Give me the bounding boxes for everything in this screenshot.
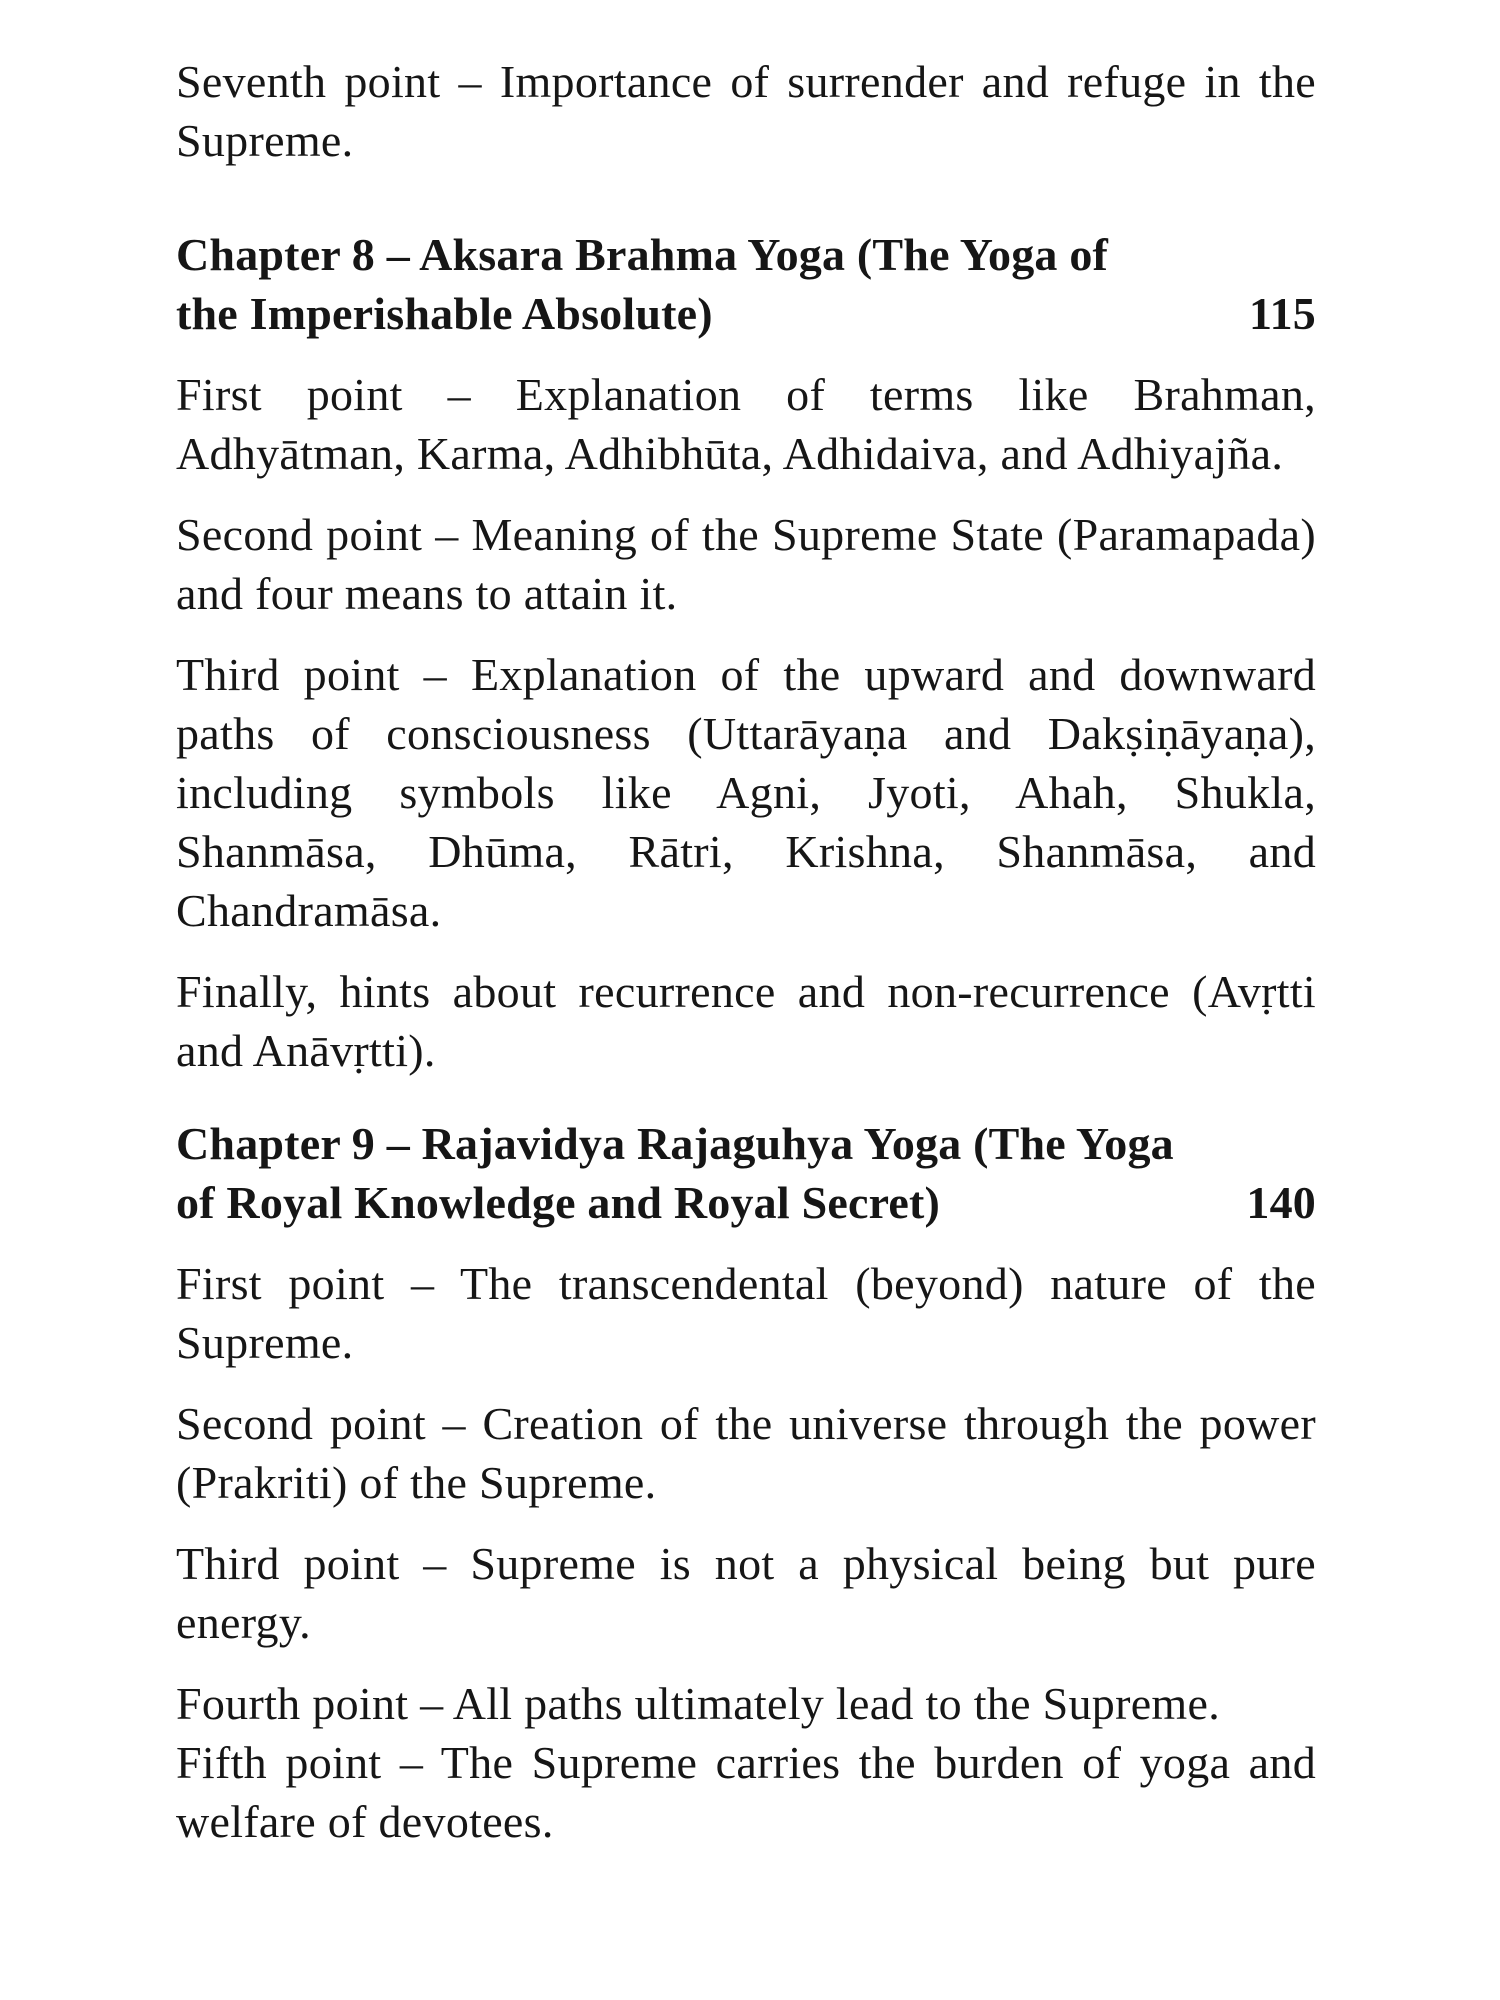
chapter-8-title-line1: Chapter 8 – Aksara Brahma Yoga (The Yoga of — [176, 229, 1109, 280]
chapter-9-point-4: Fourth point – All paths ultimately lead to the Supreme. — [176, 1678, 1221, 1729]
chapter-9-page-number: 140 — [1246, 1177, 1316, 1228]
document-page — [176, 52, 1316, 1851]
chapter-9-title-line1: Chapter 9 – Rajavidya Rajaguhya Yoga (The Yoga — [176, 1118, 1174, 1169]
chapter-8-heading — [176, 225, 1316, 343]
intro-paragraph: Seventh point – Importance of surrender and refuge in the Supreme. — [176, 56, 1316, 166]
chapter-9-point-1: First point – The transcendental (beyond) nature of the Supreme. — [176, 1258, 1316, 1368]
chapter-8-point-2: Second point – Meaning of the Supreme State (Paramapada) and four means to attain it. — [176, 509, 1316, 619]
chapter-9-point-5: Fifth point – The Supreme carries the burden of yoga and welfare of devotees. — [176, 1737, 1316, 1847]
chapter-8-point-1: First point – Explanation of terms like Brahman, Adhyātman, Karma, Adhibhūta, Adhidaiva, and Adhiyajña. — [176, 369, 1316, 479]
chapter-9-heading — [176, 1114, 1316, 1232]
chapter-9-title-line2: of Royal Knowledge and Royal Secret) — [176, 1177, 941, 1228]
chapter-8-point-3: Third point – Explanation of the upward and downward paths of consciousness (Uttarāyaṇa and Dakṣiṇāyaṇa), including symbols like Agni, Jyoti, Ahah, Shukla, Shanmāsa, Dhūma, Rātri, Krishna, Shanmāsa, and Chandramāsa. — [176, 649, 1316, 936]
chapter-8-point-4: Finally, hints about recurrence and non-recurrence (Avṛtti and Anāvṛtti). — [176, 966, 1316, 1076]
chapter-8-page-number: 115 — [1248, 288, 1316, 339]
chapter-9-point-2: Second point – Creation of the universe through the power (Prakriti) of the Supreme. — [176, 1398, 1316, 1508]
chapter-8-title-line2: the Imperishable Absolute) — [176, 288, 713, 339]
chapter-9-point-3: Third point – Supreme is not a physical being but pure energy. — [176, 1538, 1316, 1648]
